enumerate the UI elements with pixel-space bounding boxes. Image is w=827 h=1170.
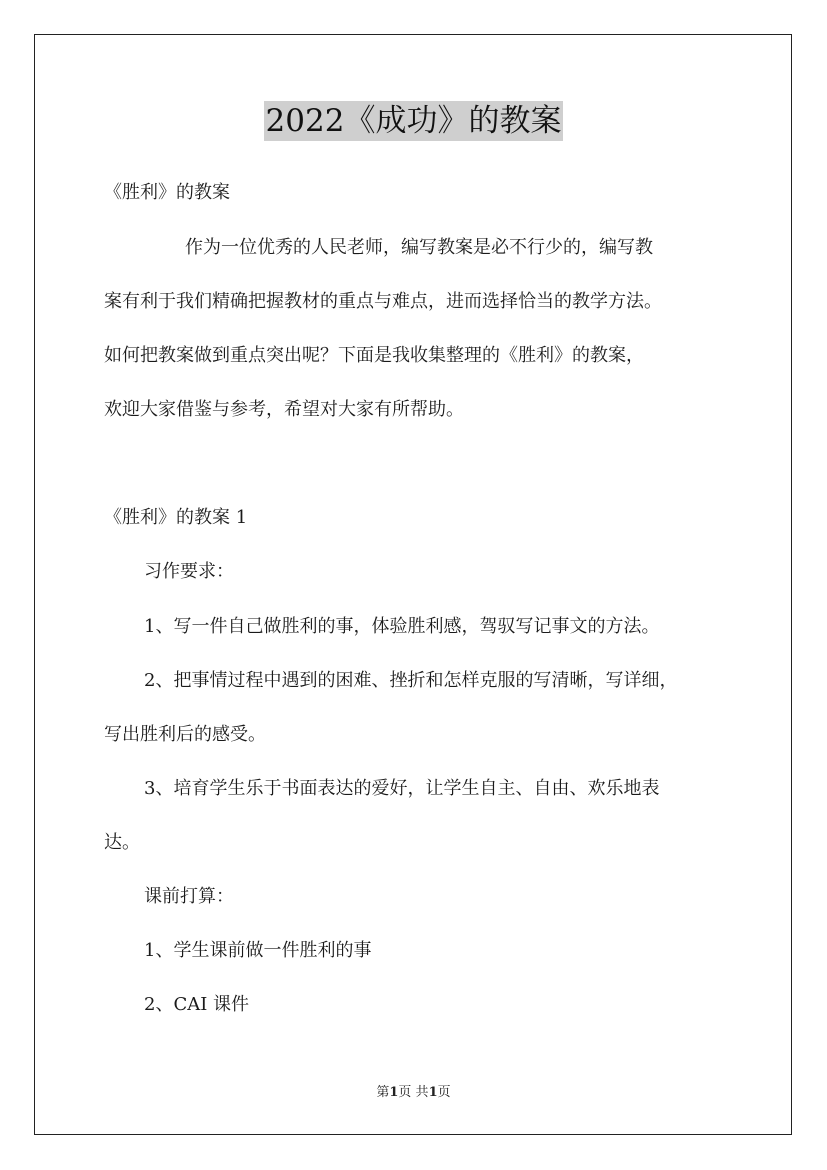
- requirement-1: 1、写一件自己做胜利的事，体验胜利感，驾驭写记事文的方法。: [144, 616, 660, 637]
- preparation-label: 课前打算：: [144, 886, 234, 907]
- requirement-3-line-2: 达。: [104, 832, 140, 853]
- footer-page-number: 1: [389, 1085, 399, 1100]
- footer-page-prefix: 第: [376, 1085, 390, 1100]
- section-heading: 《胜利》的教案 1: [104, 507, 248, 528]
- page-title: 2022《成功》的教案: [265, 103, 562, 139]
- intro-line-4: 欢迎大家借鉴与参考，希望对大家有所帮助。: [104, 399, 464, 420]
- preparation-1: 1、学生课前做一件胜利的事: [144, 940, 372, 961]
- footer-page-suffix: 页: [437, 1085, 451, 1100]
- requirement-2-line-1: 2、把事情过程中遇到的困难、挫折和怎样克服的写清晰，写详细，: [144, 670, 678, 691]
- intro-line-3: 如何把教案做到重点突出呢？下面是我收集整理的《胜利》的教案，: [104, 345, 644, 366]
- requirements-label: 习作要求：: [144, 561, 234, 582]
- title-wrapper: [0, 101, 827, 141]
- subtitle: 《胜利》的教案: [104, 182, 230, 203]
- requirement-3-line-1: 3、培育学生乐于书面表达的爱好，让学生自主、自由、欢乐地表: [144, 778, 660, 799]
- intro-line-1: 作为一位优秀的人民老师，编写教案是必不行少的，编写教: [185, 237, 653, 258]
- page-footer: [0, 1084, 827, 1102]
- footer-page-mid: 页 共: [398, 1085, 429, 1100]
- intro-line-2: 案有利于我们精确把握教材的重点与难点，进而选择恰当的教学方法。: [104, 291, 662, 312]
- preparation-2: 2、CAI 课件: [144, 994, 250, 1015]
- footer-total-pages: 1: [428, 1085, 438, 1100]
- requirement-2-line-2: 写出胜利后的感受。: [104, 724, 266, 745]
